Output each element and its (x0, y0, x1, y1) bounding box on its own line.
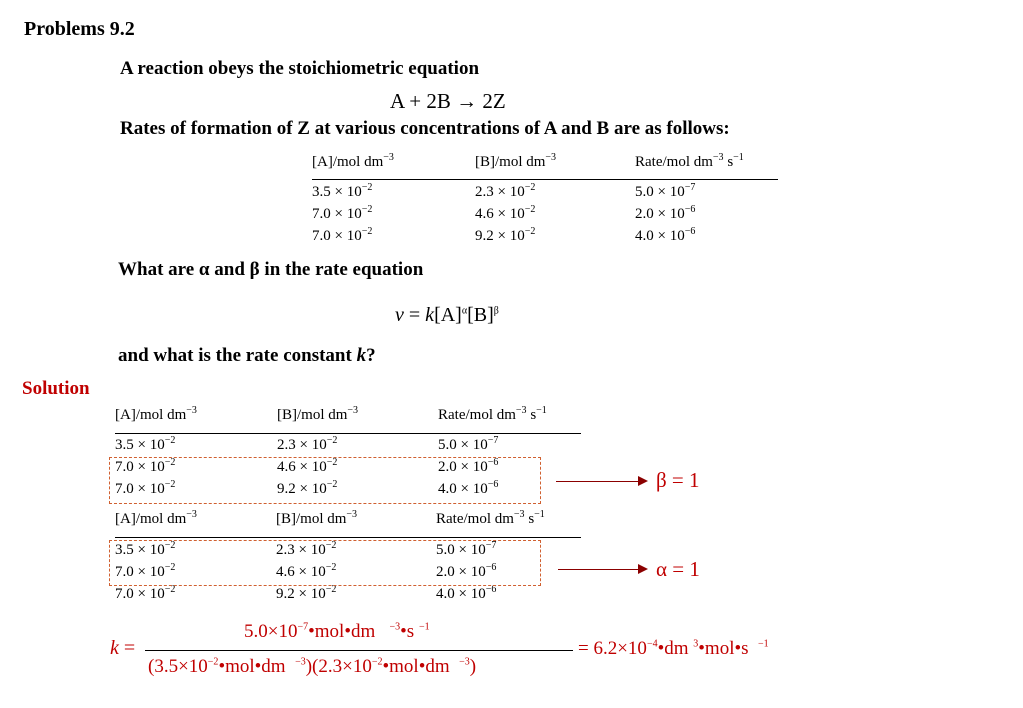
header-b: [B]/mol $dm^{-3}$ (277, 405, 359, 423)
dashed-box-rows-2-3 (109, 457, 541, 504)
table-row: $3.5 \times 10^{-2}$ $2.3 \times 10^{-2}$ $5.0 \times 10^{-7}$ (115, 435, 499, 453)
header-a: [A]/mol $dm^{-3}$ (312, 152, 394, 170)
k-result: = $6.2\times 10^{-4}•dm$ $^3$•mol•s $^{-1}$ (578, 638, 769, 659)
arrowhead-beta (638, 476, 648, 486)
k-numerator: $5.0\times 10^{-7}•mol•dm$ $^{-3}$•s $^{-1}$ (244, 621, 430, 642)
k-denominator: ($3.5\times 10^{-2}•mol•dm$ $^{-3})(2.3\times 10^{-2}•mol•dm$ $^{-3}$) (148, 656, 477, 677)
table-row: $7.0 \times 10^{-2}$ $9.2 \times 10^{-2}$ $4.0 \times 10^{-6}$ (115, 479, 499, 497)
alpha-result: α = 1 (656, 557, 700, 581)
header-b: [B]/mol $dm^{-3}$ (276, 509, 358, 527)
header-rate: Rate/mol $dm^{-3}$ $s^{-1}$ (436, 509, 545, 527)
solution-label: Solution (22, 378, 90, 399)
k-lhs: k = (110, 637, 136, 659)
table-row: $7.0 \times 10^{-2}$ $4.6 \times 10^{-2}$ $2.0 \times 10^{-6}$ (312, 204, 696, 222)
beta-result: β = 1 (656, 468, 700, 492)
table-row: $3.5 \times 10^{-2}$ $2.3 \times 10^{-2}$ $5.0 \times 10^{-7}$ (312, 182, 696, 200)
table-row: $7.0 \times 10^{-2}$ $4.6 \times 10^{-2}$ $2.0 \times 10^{-6}$ (115, 562, 497, 580)
table-row: $7.0 \times 10^{-2}$ $4.6 \times 10^{-2}$ $2.0 \times 10^{-6}$ (115, 457, 499, 475)
arrow-line-alpha (558, 569, 641, 570)
header-rate: Rate/mol $dm^{-3}$ $s^{-1}$ (438, 405, 547, 423)
arrow-line-beta (556, 481, 641, 482)
page-title: Problems 9.2 (24, 18, 135, 40)
table-row: $7.0 \times 10^{-2}$ $9.2 \times 10^{-2}$ $4.0 \times 10^{-6}$ (115, 584, 497, 602)
header-b: [B]/mol $dm^{-3}$ (475, 152, 557, 170)
header-a: [A]/mol $dm^{-3}$ (115, 509, 197, 527)
problem-table (312, 154, 782, 250)
header-rule (312, 179, 778, 180)
reaction-equation: A + 2B → 2Z (390, 89, 506, 113)
question-alpha-beta: What are α and β in the rate equation (118, 259, 424, 280)
table-row: $7.0 \times 10^{-2}$ $9.2 \times 10^{-2}$ $4.0 \times 10^{-6}$ (312, 226, 696, 244)
table-header (312, 154, 782, 176)
dashed-box-rows-1-2 (109, 540, 541, 586)
rates-text: Rates of formation of Z at various concentrations of A and B are as follows: (120, 118, 730, 139)
arrowhead-alpha (638, 564, 648, 574)
fraction-bar (145, 650, 573, 651)
header-rate: Rate/mol $dm^{-3}$ $s^{-1}$ (635, 152, 744, 170)
rate-equation: $v = k[A]^\alpha[B]^\beta$ (395, 304, 499, 326)
header-a: [A]/mol $dm^{-3}$ (115, 405, 197, 423)
question-rate-constant: and what is the rate constant k? (118, 345, 376, 366)
table-row: $3.5 \times 10^{-2}$ $2.3 \times 10^{-2}$ $5.0 \times 10^{-7}$ (115, 540, 497, 558)
intro-text: A reaction obeys the stoichiometric equation (120, 58, 480, 79)
